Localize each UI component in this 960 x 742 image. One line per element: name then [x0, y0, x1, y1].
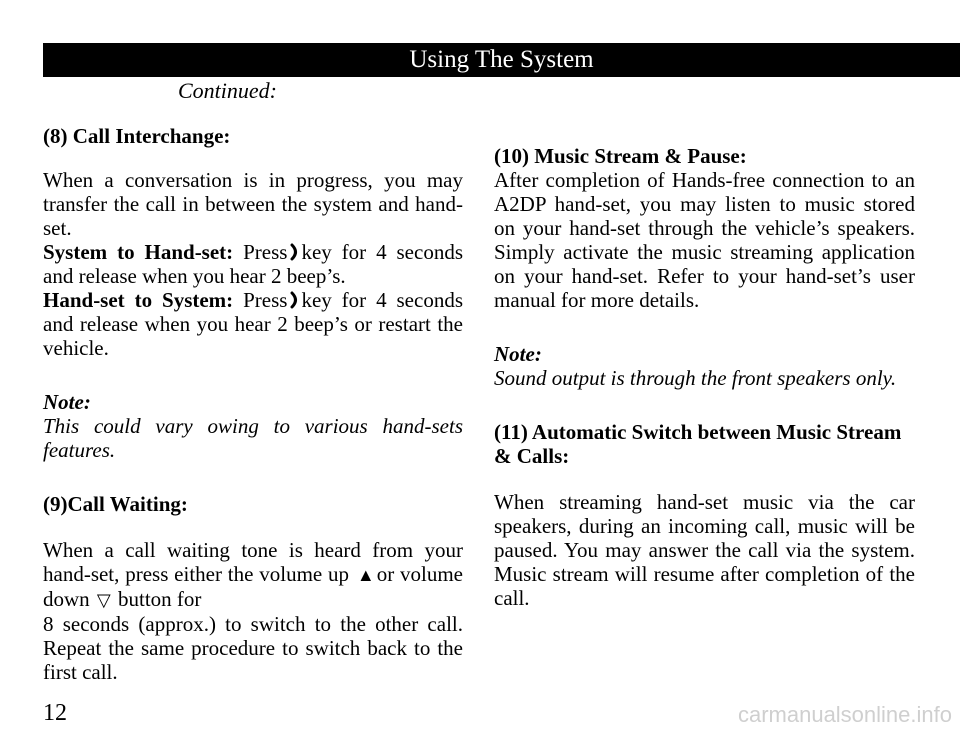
call-waiting-text-2: or volume down: [43, 562, 463, 611]
continued-label: Continued:: [178, 78, 277, 103]
section-header: [43, 43, 960, 77]
system-to-handset-press: Press: [243, 240, 288, 264]
note-label-left: Note:: [43, 390, 91, 414]
right-column: [494, 144, 915, 610]
left-column: [43, 124, 463, 684]
handset-to-system-label: Hand-set to System:: [43, 288, 234, 312]
handset-to-system-press: Press: [243, 288, 288, 312]
note-label-right: Note:: [494, 342, 542, 366]
call-waiting-paragraph: [43, 538, 463, 612]
system-to-handset-label: System to Hand-set:: [43, 240, 234, 264]
page-number: 12: [43, 700, 67, 726]
phone-key-icon: [290, 243, 300, 261]
call-waiting-text-3: button for: [118, 587, 202, 611]
system-to-handset-paragraph: [43, 240, 463, 288]
music-stream-body: After completion of Hands-free connection to an A2DP hand-set, you may listen to music stored on your hand-set through the vehicle’s speakers. Simply activate the music streaming application on your hand-set. Refer to your hand-set’s user manual for more details.: [494, 168, 915, 312]
note-text-right: Sound output is through the front speakers only.: [494, 366, 897, 390]
handset-to-system-paragraph: [43, 288, 463, 360]
handset-to-system-instruction: key for 4 seconds and release when you hear 2 beep’s or restart the vehicle.: [43, 288, 463, 360]
auto-switch-heading: (11) Automatic Switch between Music Stream & Calls:: [494, 420, 902, 468]
call-waiting-body-2: 8 seconds (approx.) to switch to the other call. Repeat the same procedure to switch back to the first call.: [43, 612, 463, 684]
system-to-handset-instruction: key for 4 seconds and release when you hear 2 beep’s.: [43, 240, 463, 288]
music-stream-heading: (10) Music Stream & Pause:: [494, 144, 747, 168]
volume-up-icon: ▲: [356, 565, 375, 585]
phone-key-icon: [290, 291, 300, 309]
section-title: Using The System: [409, 46, 594, 73]
watermark: carmanualsonline.info: [737, 702, 952, 727]
call-interchange-heading: (8) Call Interchange:: [43, 124, 231, 148]
auto-switch-body: When streaming hand-set music via the car speakers, during an incoming call, music will be paused. You may answer the call via the system. Music stream will resume after completion of the call.: [494, 490, 915, 610]
note-text-left: This could vary owing to various hand-sets features.: [43, 414, 463, 462]
call-waiting-text-1: When a call waiting tone is heard from your hand-set, press either the volume up: [43, 538, 463, 586]
call-waiting-heading: (9)Call Waiting:: [43, 492, 188, 516]
volume-down-icon: ▽: [96, 590, 111, 610]
call-interchange-body: When a conversation is in progress, you may transfer the call in between the system and hand-set.: [43, 168, 463, 240]
